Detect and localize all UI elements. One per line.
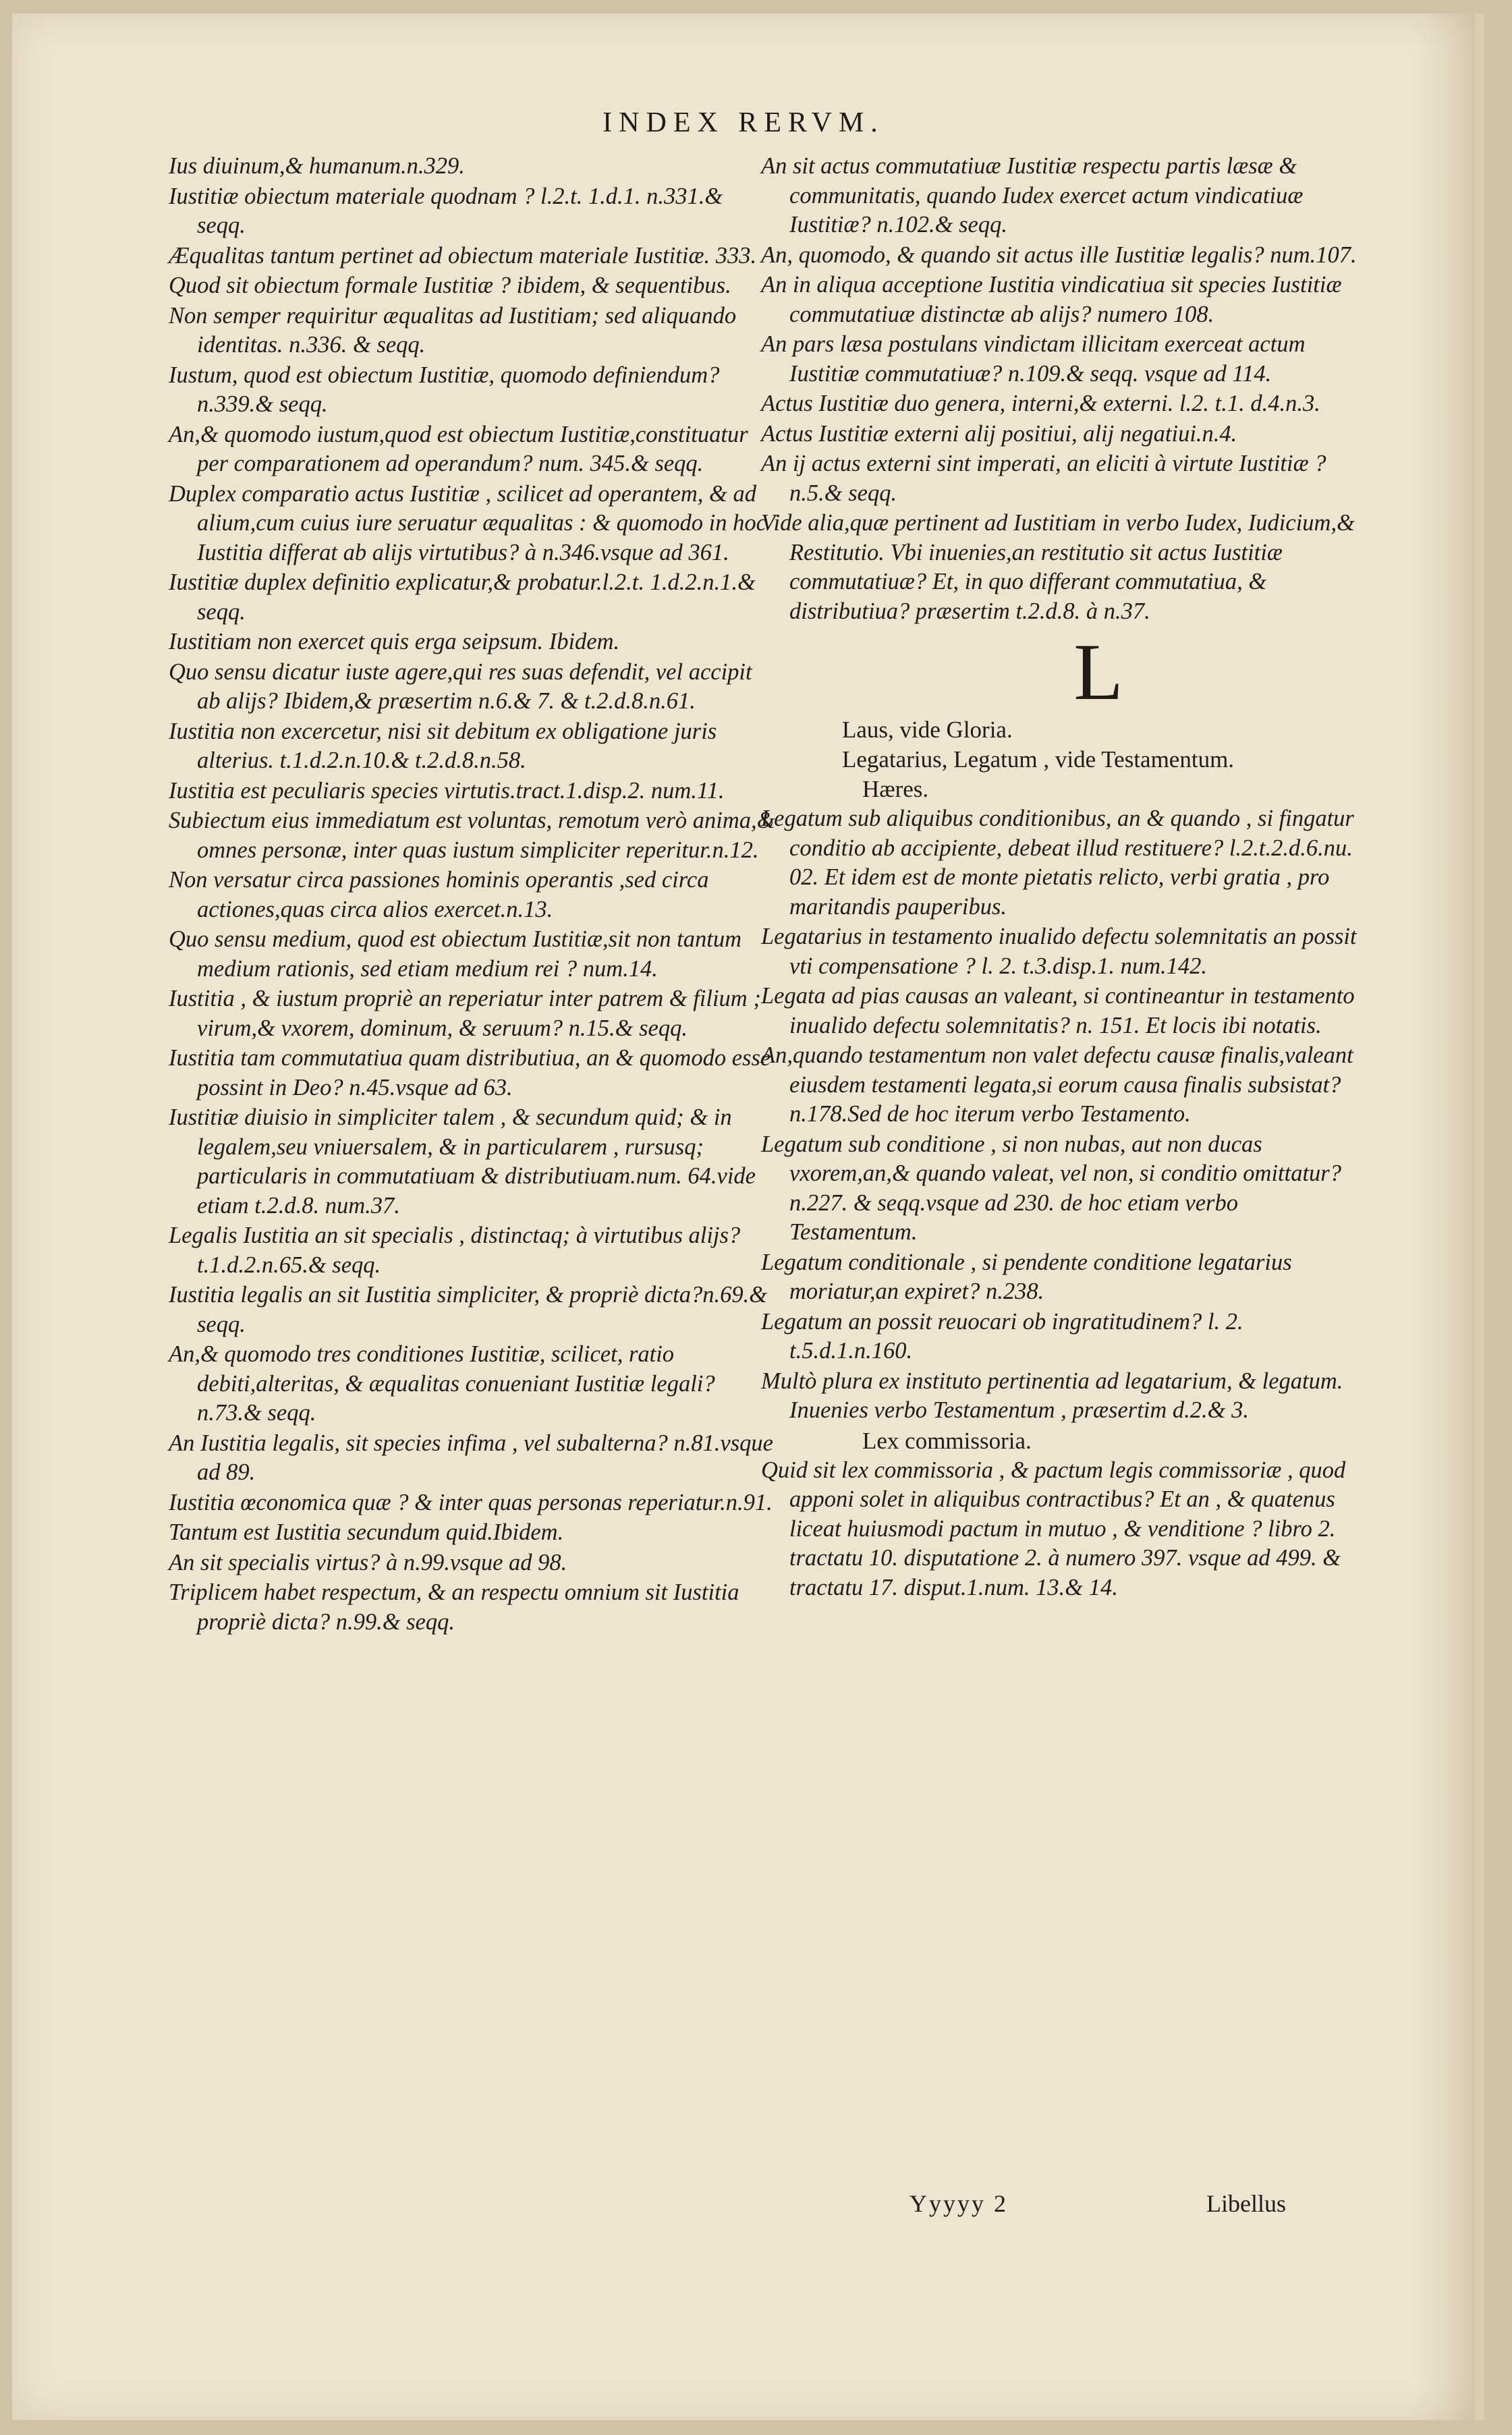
index-entry: An,quando testamentum non valet defectu causæ finalis,valeant eiusdem testamenti legata,si eorum causa finalis subsistat? n.178.Sed de hoc iterum verbo Testamento. [761,1042,1353,1127]
index-entry: Quod sit obiectum formale Iustitiæ ? ibidem, & sequentibus. [169,273,731,298]
index-entry: Ius diuinum,& humanum.n.329. [169,153,465,179]
index-entry: Duplex comparatio actus Iustitiæ , scilicet ad operantem, & ad alium,cum cuius iure seruatur æqualitas : & quomodo in hoc Iustitia differat ab alijs virtutibus? à n.346.vsque ad 361. [169,480,766,565]
index-entry: Vide alia,quæ pertinent ad Iustitiam in verbo Iudex, Iudicium,& Restitutio. Vbi inuenies,an restitutio sit actus Iustitiæ commutatiuæ? Et, in quo differant commutatiua, & distributiua? præsertim t.2.d.8. à n.37. [761,510,1355,624]
index-entry: An,& quomodo iustum,quod est obiectum Iustitiæ,constituatur per comparationem ad operandum? num. 345.& seqq. [169,421,748,476]
index-entry: Iustum, quod est obiectum Iustitiæ, quomodo definiendum? n.339.& seqq. [169,362,720,417]
index-entry: Tantum est Iustitia secundum quid.Ibidem. [169,1519,564,1545]
index-entry: Iustitiam non exercet quis erga seipsum. Ibidem. [169,629,620,654]
index-entry: Non semper requiritur æqualitas ad Iustitiam; sed aliquando identitas. n.336. & seqq. [169,302,737,358]
index-entry: Quo sensu dicatur iuste agere,qui res suas defendit, vel accipit ab alijs? Ibidem,& præsertim n.6.& 7. & t.2.d.8.n.61. [169,659,752,714]
index-entry: Iustitia œconomica quæ ? & inter quas personas reperiatur.n.91. [169,1489,773,1515]
cross-reference: Legatarius, Legatum , vide Testamentum. [842,746,1235,773]
cross-reference: Lex commissoria. [862,1427,1032,1454]
catchword: Libellus [1206,2190,1286,2217]
left-column [169,152,776,1638]
index-entry: An,& quomodo tres conditiones Iustitiæ, scilicet, ratio debiti,alteritas, & æqualitas conueniant Iustitiæ legali? n.73.& seqq. [169,1341,715,1426]
signature-mark: Yyyyy 2 [909,2190,1008,2217]
section-letter: L [1073,627,1123,717]
index-entry: Iustitia , & iustum propriè an reperiatur inter patrem & filium ; virum,& vxorem, dominum, & seruum? n.15.& seqq. [169,986,761,1041]
book-page [12,13,1484,2420]
index-entry: Iustitia est peculiaris species virtutis.tract.1.disp.2. num.11. [169,777,725,804]
cross-reference: Laus, vide Gloria. [842,717,1013,743]
index-entry: Legata ad pias causas an valeant, si contineantur in testamento inualido defectu solemnitatis? n. 151. Et locis ibi notatis. [761,983,1355,1038]
index-entry: An in aliqua acceptione Iustitia vindicatiua sit species Iustitiæ commutatiuæ distinctæ ab alijs? numero 108. [761,272,1342,327]
index-entry: Legatarius in testamento inualido defectu solemnitatis an possit vti compensatione ? l. 2. t.3.disp.1. num.142. [761,924,1357,979]
index-entry: Quo sensu medium, quod est obiectum Iustitiæ,sit non tantum medium rationis, sed etiam medium rei ? num.14. [169,926,742,982]
index-entry: An sit specialis virtus? à n.99.vsque ad 98. [169,1549,567,1575]
index-entry: Legatum sub aliquibus conditionibus, an & quando , si fingatur conditio ab accipiente, debeat illud restituere? l.2.t.2.d.6.nu. 02. Et idem est de monte pietatis relicto, verbi gratia , pro maritandis pauperibus. [761,806,1354,920]
index-entry: Legatum conditionale , si pendente conditione legatarius moriatur,an expiret? n.238. [761,1249,1292,1304]
index-entry: Iustitia tam commutatiua quam distributiua, an & quomodo esse possint in Deo? n.45.vsque ad 63. [169,1045,771,1100]
index-entry: Non versatur circa passiones hominis operantis ,sed circa actiones,quas circa alios exercet.n.13. [169,867,709,922]
index-entry: Iustitiæ diuisio in simpliciter talem , & secundum quid; & in legalem,seu vniuersalem, & in particularem , rursusq; particularis in commutatiuam & distributiuam.num. 64.vide etiam t.2.d.8. num.37. [169,1104,756,1219]
page-edge-shadow [1414,13,1475,2420]
index-entry: An pars læsa postulans vindictam illicitam exerceat actum Iustitiæ commutatiuæ? n.109.& seqq. vsque ad 114. [761,331,1306,387]
index-entry: An sit actus commutatiuæ Iustitiæ respectu partis læsæ & communitatis, quando Iudex exercet actum vindicatiuæ Iustitiæ? n.102.& seqq. [761,153,1304,237]
right-column [761,152,1368,1603]
index-entry: Quid sit lex commissoria , & pactum legis commissoriæ , quod apponi solet in aliquibus contractibus? Et an , & quatenus liceat huiusmodi pactum in mutuo , & venditione ? libro 2. tractatu 10. disputatione 2. à numero 397. vsque ad 499. & tractatu 17. disput.1.num. 13.& 14. [761,1457,1346,1600]
index-entry: Iustitiæ obiectum materiale quodnam ? l.2.t. 1.d.1. n.331.& seqq. [169,183,723,238]
index-entry: Legalis Iustitia an sit specialis , distinctaq; à virtutibus alijs? t.1.d.2.n.65.& seqq. [169,1223,741,1278]
index-entry: Legatum an possit reuocari ob ingratitudinem? l. 2. t.5.d.1.n.160. [761,1308,1243,1364]
index-entry: Iustitia non excercetur, nisi sit debitum ex obligatione juris alterius. t.1.d.2.n.10.& t.2.d.8.n.58. [169,718,717,773]
index-entry: Multò plura ex instituto pertinentia ad legatarium, & legatum. Inuenies verbo Testamentum , præsertim d.2.& 3. [761,1368,1343,1423]
cross-reference: Hæres. [862,776,929,802]
index-entry: Triplicem habet respectum, & an respectu omnium sit Iustitia propriè dicta? n.99.& seqq. [169,1579,739,1635]
index-entry: Legatum sub conditione , si non nubas, aut non ducas vxorem,an,& quando valeat, vel non, si conditio omittatur? n.227. & seqq.vsque ad 230. de hoc etiam verbo Testamentum. [761,1131,1341,1245]
index-entry: An ij actus externi sint imperati, an eliciti à virtute Iustitiæ ? n.5.& seqq. [761,451,1326,506]
index-entry: Actus Iustitiæ externi alij positiui, alij negatiui.n.4. [761,420,1237,447]
index-entry: Actus Iustitiæ duo genera, interni,& externi. l.2. t.1. d.4.n.3. [761,391,1320,416]
index-entry: Subiectum eius immediatum est voluntas, remotum verò anima,& omnes personæ, inter quas iustum simpliciter reperitur.n.12. [169,808,775,863]
index-entry: An, quomodo, & quando sit actus ille Iustitiæ legalis? num.107. [761,242,1357,268]
index-entry: Iustitiæ duplex definitio explicatur,& probatur.l.2.t. 1.d.2.n.1.& seqq. [169,569,756,625]
running-header: INDEX RERVM. [603,107,885,138]
index-entry: Iustitia legalis an sit Iustitia simpliciter, & propriè dicta?n.69.& seqq. [169,1282,768,1337]
index-entry: Æqualitas tantum pertinet ad obiectum materiale Iustitiæ. 333. [169,242,757,269]
index-entry: An Iustitia legalis, sit species infima , vel subalterna? n.81.vsque ad 89. [169,1430,773,1485]
